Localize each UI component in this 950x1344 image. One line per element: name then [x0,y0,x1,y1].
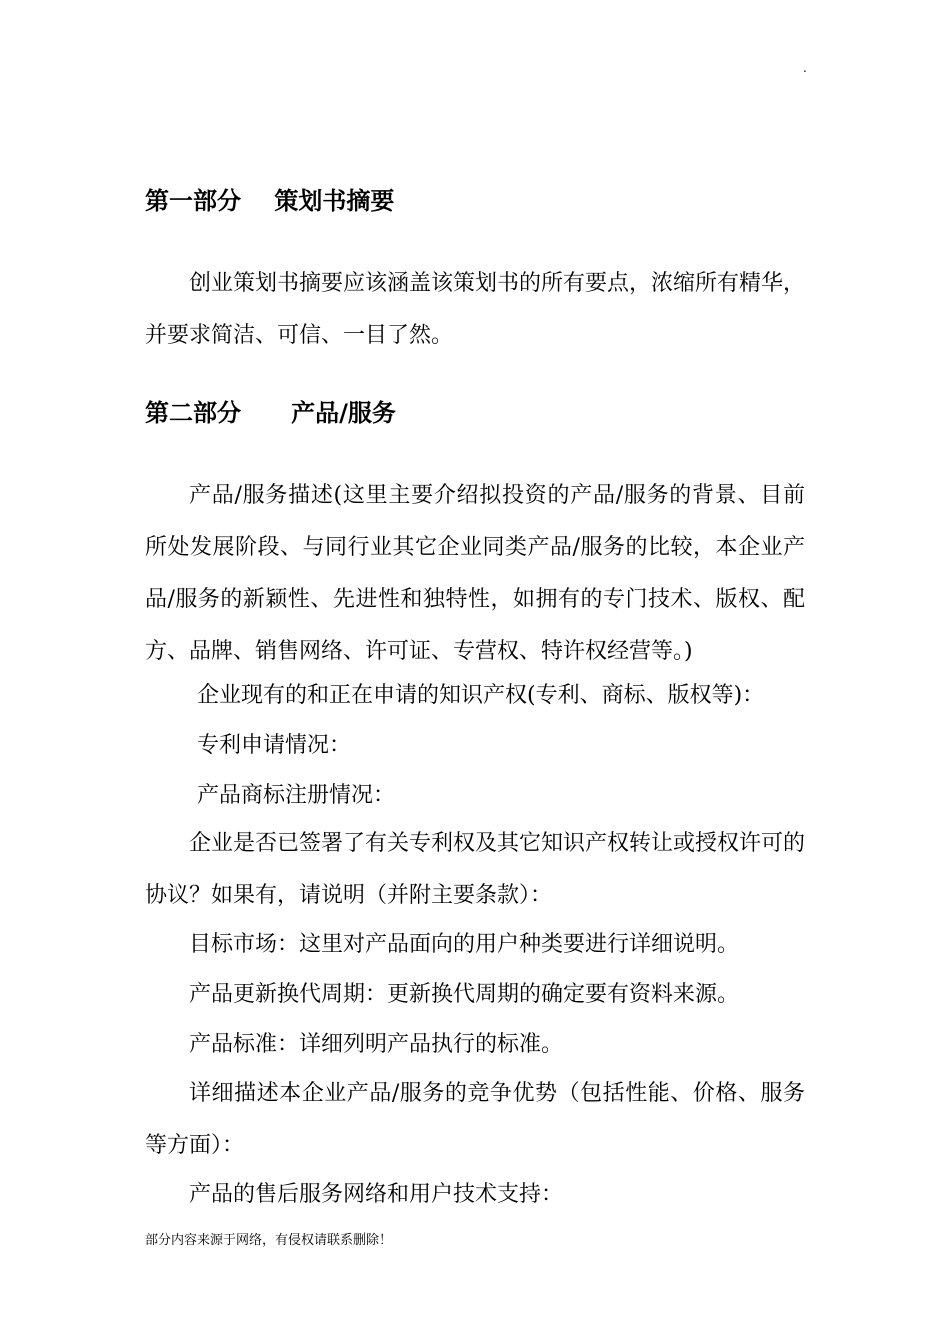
section-heading: 第一部分 策划书摘要 [145,187,395,215]
section-heading: 第二部分 产品/服务 [145,399,396,427]
paragraph: 产品标准：详细列明产品执行的标准。 [189,1032,564,1057]
paragraph: 专利申请情况： [197,733,352,758]
paragraph: 产品商标注册情况： [197,783,396,808]
footer-note: 部分内容来源于网络，有侵权请联系删除！ [145,1233,393,1248]
paragraph: 详细描述本企业产品/服务的竞争优势（包括性能、价格、服务等方面）： [145,1081,805,1158]
paragraph: 企业是否已签署了有关专利权及其它知识产权转让或授权许可的协议？如果有，请说明（并附主要条款）： [145,831,806,908]
paragraph: 产品的售后服务网络和用户技术支持： [189,1182,564,1207]
paragraph: 目标市场：这里对产品面向的用户种类要进行详细说明。 [189,932,740,957]
corner-mark: . [803,61,807,75]
paragraph: 创业策划书摘要应该涵盖该策划书的所有要点，浓缩所有精华，并要求简洁、可信、一目了然。 [145,271,806,348]
paragraph: 产品更新换代周期：更新换代周期的确定要有资料来源。 [189,982,740,1007]
paragraph: 企业现有的和正在申请的知识产权(专利、商标、版权等)： [197,683,765,708]
paragraph: 产品/服务描述(这里主要介绍拟投资的产品/服务的背景、目前所处发展阶段、与同行业其它企业同类产品/服务的比较，本企业产品/服务的新颖性、先进性和独特性，如拥有的专门技术、版权、配方、品牌、销售网络、许可证、专营权、特许权经营等。) [145,483,805,664]
